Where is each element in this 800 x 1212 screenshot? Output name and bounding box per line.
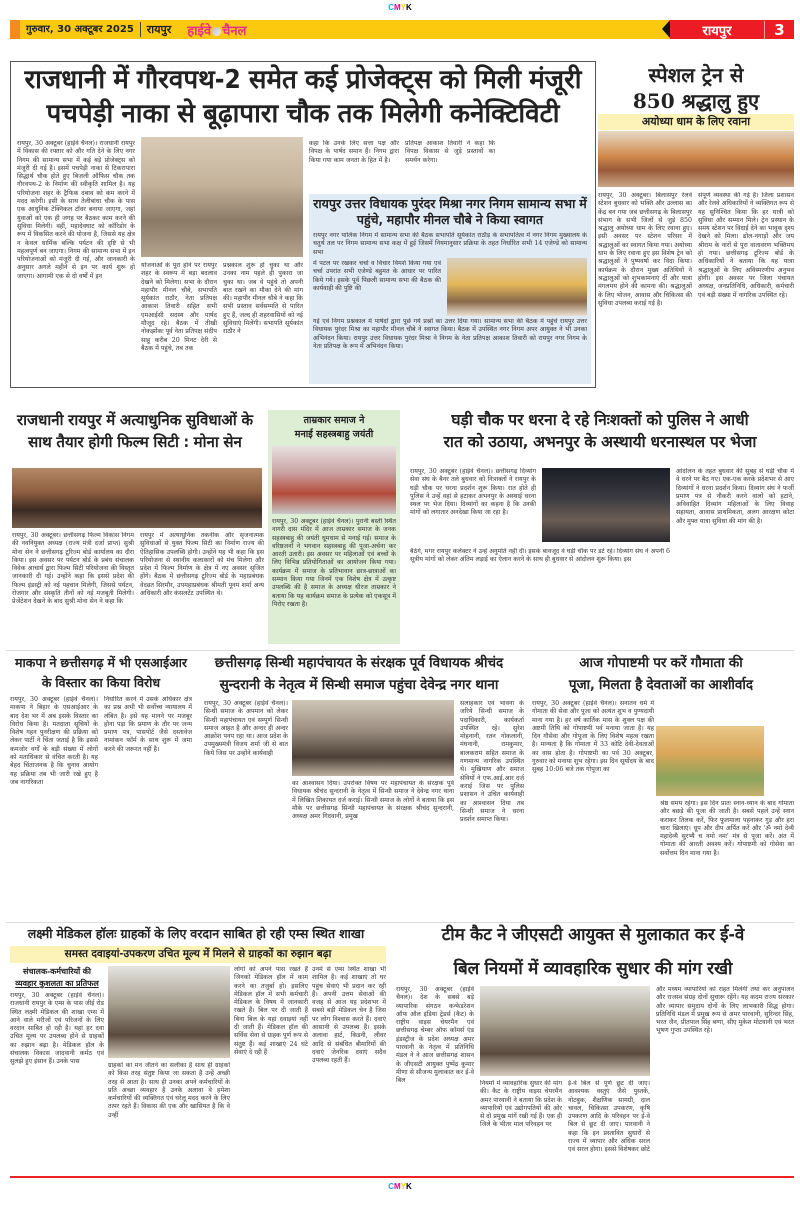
cmyk-y: Y [400,3,406,12]
medical-subhead: समस्त दवाइयां-उपकरण उचित मूल्य में मिलने से ग्राहकों का रुझान बढ़ा [64,948,332,960]
mla-sidebar-text-top: रायपुर नगर पालिक निगम में सामान्य सभा की बैठक सभापति सूर्यकांत राठौड़ के सभापतित्व में नगर निगम मुख्यालय के चतुर्थ तल पर निगम सामान्य सभा कक्ष में हुई जिसमें नियमानुसार प्रक्रिया के तहत निर्धारित सभी 14 एजेण्डे को सामान्य सभा [313,232,587,256]
train-col-2: संपूर्ण व्यवस्था की गई है। जिला प्रशासन और रेलवे अधिकारियों ने व्यक्तिगत रूप से यह सुनिश्चित किया कि हर यात्री को सुविधा और सम्मान मिले। ट्रेन प्रस्थान के समय स्टेशन पर विदाई देने का भावुक दृश्य देखने को मिला। ढोल-नगाड़ों और जय श्रीराम के नारों से पूरा वातावरण भक्तिमय हो गया। छत्तीसगढ़ टूरिज्म बोर्ड के अधिकारियों ने बताया कि यह यात्रा श्रद्धालुओं के लिए अविस्मरणीय अनुभव होगी। इस अवसर पर जिला पंचायत अध्यक्ष, जनप्रतिनिधि, अधिकारी, कर्मचारी एवं बड़ी संख्या में नागरिक उपस्थित रहे। [698,192,794,299]
tamrakar-story [268,410,400,644]
medical-col-4: उनमें से एम्स स्थित शाखा भी शामिल है। कई शाखाएं तो घर पहुंच सेवाएं भी प्रदान कर रही हैं। अपनी उत्तम सेवाओं की वजह से आज यह प्रदेशभर में सबसे बड़ी मेडिकल चेन है जिस पर लोग विश्वास करते हैं। दवाएं आसानी से उपलब्ध हैं। इसके अलावा हार्ट, किडनी, लीवर आदि से संबंधित बीमारियों की दवाएं जेनरिक दवाएं सदैव उपलब्ध रहती हैं। [312,966,386,1065]
sindhi-col-2: का आश्वासन दिया। उपरोक्त विषय पर महापंचायत के संरक्षक पूर्व विधायक श्रीचंद सुन्दरानी के नेतृत्व में सिन्धी समाज ने देवेन्द्र नगर थाना में लिखित शिकायत दर्ज कराई। सिन्धी समाज के लोगों ने बताया कि इस मौके पर छत्तीसगढ़ सिन्धी महापंचायत के संरक्षक श्रीचंद सुन्दरानी, अध्यक्ष अमर गिदवानी, प्रमुख [292,780,454,821]
chevron-left-icon [662,20,670,38]
train-headline-1: स्पेशल ट्रेन से [648,63,744,87]
cait-delegation-photo [480,986,650,1076]
sindhi-col-3: सलाहकार एवं भावना के जरिये सिन्धी समाज के पदाधिकारी, कार्यकर्ता उपस्थित रहे। सुरेश मोहनानी, रतन गोकलानी, मंघनानी, रामकुमार, बालकराम सहित समाज के गणमान्य नागरिक उपस्थित थे। मुखियाण और समाज सेवियों ने एफ.आई.आर दर्ज कराई जिस पर पुलिस प्रशासन ने उचित कार्यवाही का आश्वासन दिया तब सिन्धी समाज ने धरना प्रदर्शन समाप्त किया। [460,700,524,824]
police-col-2: बैठेंगे, मगर रायपुर कलेक्टर ने उन्हें अनुमति नहीं दी। इसके बावजूद वे घड़ी चौक पर डटे रहे। दिव्यांग संघ ने अपनी 6 सूत्रीय मांगों को लेकर अंतिम लड़ाई का ऐलान करने के साथ ही बुधवार से आंदोलन शुरू किया। इस [410,548,670,564]
gopashtami-headline-2: पूजा, मिलता है देवताओं का आशीर्वाद [568,677,754,693]
masthead [10,20,794,39]
protest-night-photo [542,468,670,542]
train-col-1: रायपुर, 30 अक्टूबर। बिलासपुर रेलवे स्टेशन बुधवार को भक्ति और उल्लास का केंद्र बन गया जब छत्तीसगढ़ के बिलासपुर संभाग के सभी जिलों से जुड़े 850 श्रद्धालु अयोध्या धाम के लिए रवाना हुए। इसी अवसर पर स्टेशन परिसर में श्रद्धालुओं का स्वागत किया गया। अयोध्या धाम के लिए रवाना हुए इस विशेष ट्रेन को श्रद्धालुओं ने पुष्पवर्षा कर विदा किया। कार्यक्रम के दौरान मुख्य अतिथियों ने श्रद्धालुओं को शुभकामनाएं दीं और यात्रा मंगलमय होने की कामना की। श्रद्धालुओं के लिए भोजन, आवास और चिकित्सा की सुविधा उपलब्ध कराई गई है। [598,192,692,307]
tamrakar-text: रायपुर, 30 अक्टूबर (हाईवे चैनल)। पुरानी बस्ती स्थित नागरी दास मंदिर में आज ताम्रकार समाज के जनक सहस्त्रबाहु की जयंती धूमधाम से मनाई गई। समाज के वरिष्ठजनों ने भगवान सहस्त्रबाहु की पूजा-अर्चना कर आरती उतारी। इस अवसर पर महिलाओं एवं बच्चों के लिए विभिन्न प्रतियोगिताओं का आयोजन किया गया। कार्यक्रम में समाज के प्रतिभावान छात्र-छात्राओं का सम्मान किया गया जिनमें एक विशेष क्षेत्र में उत्कृष्ट उपलब्धि की है समाज के अध्यक्ष धीरज ताम्रकार ने बताया कि यह कार्यक्रम समाज के प्रत्येक को एकसूत्र में पिरोए रखता है। [272,518,396,608]
film-city-headline-1: राजधानी रायपुर में अत्याधुनिक सुविधाओं के [17,411,253,429]
police-col-1: रायपुर, 30 अक्टूबर (हाईवे चैनल)। छत्तीसगढ़ दिव्यांग सेवा संघ के बैनर तले बुधवार को निःशक्तों ने रायपुर के घड़ी चौक पर धरना प्रदर्शन शुरू किया। रात होते ही पुलिस ने उन्हें वहां से हटाकर अभनपुर के अस्थाई धरना स्थल पर भेज दिया। दिव्यांगों का कहना है कि उनकी मांगों को लगातार अनदेखा किया जा रहा है। [410,468,536,517]
lead-subheadline: पचपेड़ी नाका से बूढ़ापारा चौक तक मिलेगी कनेक्टिविटी [46,99,560,129]
cpm-headline-1: माकपा ने छत्तीसगढ़ में भी एसआईआर [15,655,187,670]
section-banner [670,20,794,39]
police-headline-1: घड़ी चौक पर धरना दे रहे निःशक्तों को पुलिस ने आधी [451,411,749,429]
film-meeting-photo [12,468,262,528]
footer-rule [10,1176,794,1178]
issue-date: गुरुवार, 30 अक्टूबर 2025 [20,22,141,37]
brand-logo [187,21,246,39]
sindhi-headline-1: छत्तीसगढ़ सिन्धी महापंचायत के संरक्षक पूर्व विधायक श्रीचंद [214,655,504,671]
masthead-edge [10,20,20,39]
cmyk-m: M [393,3,401,12]
lead-col-1: रायपुर, 30 अक्टूबर (हाईवे चैनल)। राजधानी रायपुर में विकास की रफ्तार को और गति देने के लिए नगर निगम की सामान्य सभा में कई बड़े प्रोजेक्ट्स को मंजूरी दी गई है। इसमें पचपेड़ी नाका से टिकरापारा सिद्धार्थ चौक होते हुए बिजली ऑफिस चौक तक गौरवपथ-2 के निर्माण की स्वीकृति शामिल है। यह परियोजना शहर के ट्रैफिक दबाव को कम करने में मदद करेगी। इसी के साथ तेलीबांधा चौक के पास एक आधुनिक टेक्निकल टॉवर बनाया जाएगा, जहां युवाओं को एक ही जगह पर बैठकर काम करने की सुविधा मिलेगी। वहीं, महादेवघाट को कॉरिडोर के रूप में विकसित करने की योजना है, जिससे यह क्षेत्र न केवल धार्मिक बल्कि पर्यटन की दृष्टि से भी महत्वपूर्ण बन जाएगा। निगम की सामान्य सभा में इन परियोजनाओं को मंजूरी दी गई, और जानकारी के अनुसार अगले महीने से इन पर कार्य शुरू हो जाएगा। आगामी एक से दो वर्षों में इन [17,140,135,280]
cmyk-c: C [388,3,394,12]
mayor-photo [447,258,587,316]
cmyk-k: K [406,1182,412,1191]
sindhi-col-1: रायपुर, 30 अक्टूबर (हाईवे चैनल)। सिन्धी समाज के अपमान को लेकर सिन्धी महापंचायत एवं सम्पूर्ण सिन्धी समाज आहत है और अन्दर ही अन्दर आक्रोश पनप रहा था। आज प्रदेश के उपमुख्यमंत्री विजय शर्मा जी से बात किये जिस पर उन्होंने कार्यवाही [204,700,288,757]
tamrakar-headline-1: ताम्रकार समाज ने [303,415,365,426]
cmyk-c: C [388,1182,394,1191]
gopashtami-col-2: श्रेष्ठ समय रहेगा। इस दिन प्रातः स्नान-ध्यान के बाद गोमाता और बछड़े की पूजा की जाती है। सबसे पहले उन्हें स्नान कराकर तिलक करें, फिर फूलमाला पहनाकर गुड़ और हरा चारा खिलाएं। धूप और दीप अर्पित करें और 'ॐ नमो देव्यै महादेव्यै सुरभ्यै च नमो नमः' मंत्र से पूजा करें। अंत में गोमाता की आरती अवश्य करें। गोपाष्टमी को गोसेवा का सर्वोत्तम दिन माना गया है। [660,800,794,857]
tamrakar-headline-2: मनाई सहस्त्रबाहु जयंती [294,429,374,440]
cait-col-3: ई-वे बिल से पूर्ण छूट दी जाए। आवश्यक वस्तुएं जैसे पुस्तकें, नोटबुक, शैक्षणिक सामग्री, दाल चावल, चिकित्सा उपकरण, कृषि उपकरण आदि के परिवहन पर ई-वे बिल से छूट दी जाए। पारवानी ने कहा कि इन प्रस्तावित सुधारों से राज्य में व्यापार और अधिक सरल एवं सरल होगा। इससे विशेषकर छोटे [568,1080,650,1154]
film-city-col-1: रायपुर, 30 अक्टूबर। छत्तीसगढ़ फिल्म विकास निगम की नवनियुक्त अध्यक्ष (राज्य मंत्री दर्जा प्राप्त) सुश्री मोना सेन ने छत्तीसगढ़ टूरिज्म बोर्ड कार्यालय का दौरा किया। इस अवसर पर पर्यटन बोर्ड के प्रबंध संचालक विवेक आचार्य द्वारा फिल्म सिटी परियोजना की विस्तृत जानकारी दी गई। उन्होंने कहा कि इससे प्रदेश की फिल्म इंडस्ट्री को नई पहचान मिलेगी, जिससे पर्यटन, रोजगार और संस्कृति तीनों को नई मजबूती मिलेगी। प्रेजेंटेशन देखने के बाद सुश्री मोना सेन ने कहा कि [12,532,134,606]
lead-headline: राजधानी में गौरवपथ-2 समेत कई प्रोजेक्ट्स को मिली मंजूरी [24,65,582,95]
medical-subhead-bar [10,946,386,963]
mla-sidebar-text-bottom: गई एवं निगम प्रश्नकाल में पार्षदों द्वारा पूछे गये प्रश्नों का उत्तर दिया गया। सामान्य सभा की बैठक में पहुंचे रायपुर उत्तर विधायक पुरंदर मिश्रा का महापौर मीनल चौबे ने स्वागत किया। बैठक में उपस्थित नगर निगम अपर आयुक्त ने भी उनका अभिनंदन किया। रायपुर उत्तर विधायक पुरंदर मिश्रा ने निगम के नेता प्रतिपक्ष आकाश तिवारी को रायपुर नगर निगम के नेता प्रतिपक्ष के रूप में अभिनंदन किया। [313,318,587,350]
brand-name-tail: चैनल [222,23,247,39]
lead-col-5: प्रतिपक्ष आकाश तिवारी ने कहा कि विपक्ष विकास से जुड़े प्रस्तावों का समर्थन करेगा। [405,140,495,164]
cait-headline-1: टीम कैट ने जीएसटी आयुक्त से मुलाकात कर ई-वे [441,925,745,945]
gopashtami-headline-1: आज गोपाष्टमी पर करें गौमाता की [579,655,743,671]
section-divider-2 [6,922,794,923]
medical-staff-photo [108,966,230,1058]
cpm-headline-2: के विस्तार का किया विरोध [41,675,161,690]
mla-sidebar [309,194,591,384]
lead-col-3: प्रश्नकाल शुरू हो चुका था और उनका नाम पहले ही पुकारा जा चुका था। जब वे पहुंचे तो अपनी बात रखने का मौका देने की मांग की। महापौर मीनल चौबे ने कहा कि सभी प्रस्ताव सर्वसम्मति से पारित हुए हैं, जल्द ही शहरवासियों को नई सुविधाएं मिलेंगी। सभापति सूर्यकांत राठौर ने [223,262,303,336]
council-hall-photo [141,137,303,257]
police-headline-2: रात को उठाया, अभनपुर के अस्थायी धरनास्थल पर भेजा [443,433,757,451]
jayanti-event-photo [272,446,396,514]
lead-col-4: कहा कि उनके लिए सत्ता पक्ष और विपक्ष के पार्षद समान हैं। निगम द्वारा किया गया काम जनता के हित में है। [309,140,399,164]
gopashtami-col-1: रायपुर, 30 अक्टूबर (हाईवे चैनल)। सनातन धर्म में गोमाता की सेवा और पूजा को अत्यंत शुभ व पुण्यदायी माना गया है। हर वर्ष कार्तिक मास के शुक्ल पक्ष की अष्टमी तिथि को गोपाष्टमी पर्व मनाया जाता है। यह दिन गौसेवा और गोपूजा के लिए विशेष महत्व रखता है। मान्यता है कि गोमाता में 33 कोटि देवी-देवताओं का वास होता है। गोपाष्टमी का पर्व 30 अक्टूबर, गुरुवार को मनाया शुभ रहेगा। इस दिन सूर्योदय के बाद सुबह 10:06 बजे तक गोपूजा का [532,700,654,774]
medical-col-2: ग्राहकों का मन जीतने का सलीका है साथ ही ग्राहकों को किस तरह संतुष्ट किया जा सकता है उन्हें अच्छी तरह से आता है। साथ ही उनका अपने कर्मचारियों के प्रति अच्छा व्यवहार है उनके अलावा वे हमेशा कर्मचारियों की व्यक्तिगत एवं घरेलू मदद करने के लिए तत्पर रहते हैं। विकास की एक और खासियत है कि वे उन्हीं [108,1062,230,1119]
cait-headline-2: बिल नियमों में व्यावहारिक सुधार की मांग रखी [453,959,733,979]
train-subhead-bar [598,114,794,130]
lead-col-2: योजनाओं के पूरा होने पर रायपुर शहर के स्वरूप में बड़ा बदलाव देखने को मिलेगा। सभा के दौरान महापौर मीनल चौबे, सभापति सूर्यकांत राठौर, नेता प्रतिपक्ष आकाश तिवारी सहित सभी एमआईसी सदस्य और पार्षद मौजूद रहे। बैठक में तीखी नोकझोंकः पूर्व नेता प्रतिपक्ष संदीप साहू करीब 20 मिनट देरी से बैठक में पहुंचे, तब तक [141,262,217,352]
pilgrims-photo [598,131,794,187]
section-name: रायपुर [702,23,732,39]
lead-story [10,61,596,388]
mla-sidebar-text-left: में पटल पर रखकर चर्चा व विचार विमर्श किया गया एवं चर्चा उपरांत सभी एजेण्डे बहुमत के आधार पर पारित किये गये। इसके पूर्व पिछली सामान्य सभा की बैठक की कार्यवाही की पुष्टि की [313,260,441,292]
page-number: 3 [764,21,794,39]
medical-col-3: लोगों को अपने पास रखते हैं जिनको मेडिकल हॉल में काम करने का तजुर्बा हो। इसलिए मेडिकल हॉल में सभी कर्मचारी मेडिकल के विषय में जानकारी रखते हैं। बिल पर दी जाती हैं बिना बिल के यहां दवाइयां नहीं दी जाती हैं। मेडिकल हॉल की सर्विस सेवा से ग्राहक पूर्ण रूप से संतुष्ट हैं। कई शाखाएं 24 घंटे सेवाएं दे रही हैं [234,966,308,1056]
medical-headline: लक्ष्मी मेडिकल हॉलः ग्राहकों के लिए वरदान साबित हो रही एम्स स्थित शाखा [27,926,365,941]
train-subhead: अयोध्या धाम के लिए रवाना [641,115,751,128]
cmyk-m: M [393,1182,401,1191]
film-city-headline-2: साथ तैयार होगी फिल्म सिटी : मोना सेन [28,433,242,451]
cmyk-k: K [406,3,412,12]
cpm-col-1: रायपुर, 30 अक्टूबर (हाईवे चैनल)। माकपा ने बिहार के एसआईआर के बाद देश भर में अब इसके विस्तार का विरोध किया है। मतदाता सूचियों के विशेष गहन पुनरीक्षण की प्रक्रिया को लेकर पार्टी ने चिंता जताई है कि इससे कमजोर वर्गों के बड़ी संख्या में लोगों को मताधिकार से वंचित करती है। यह बेहद चिंताजनक है कि चुनाव आयोग यह प्रक्रिया तब भी जारी रखे हुए है जब नागरिकता [10,696,98,786]
cait-col-1: रायपुर, 30 अक्टूबर (हाईवे चैनल)। देश के सबसे बड़े व्यापारिक संगठन कन्फेडरेशन ऑफ ऑल इंडिया ट्रेडर्स (कैट) के राष्ट्रीय वाइस चेयरमैन एवं छत्तीसगढ़ चेम्बर ऑफ कॉमर्स एंड इंडस्ट्रीज के प्रदेश अध्यक्ष अमर पारवानी के नेतृत्व में प्रतिनिधि मंडल ने ने आज छत्तीसगढ़ शासन के जीएसटी आयुक्त पुष्पेंद्र कुमार मीणा से सौजन्य मुलाकात कर ई-वे बिल [396,986,474,1085]
film-city-col-2: रायपुर में अत्याधुनिक तकनीक और सृजनात्मक सुविधाओं से युक्त फिल्म सिटी का निर्माण राज्य की ऐतिहासिक उपलब्धि होगी। उन्होंने यह भी कहा कि इस परियोजना से स्थानीय कलाकारों को मंच मिलेगा और प्रदेश में फिल्म निर्माण के क्षेत्र में नए अवसर सृजित होंगे। बैठक में छत्तीसगढ़ टूरिज्म बोर्ड के महाप्रबंधक वेदव्रत सिरमौर, उपमहाप्रबंधक श्रीमती पूनम शर्मा अन्य अधिकारी और कंसलटेंट उपस्थित थे। [140,532,264,598]
medical-kicker-1: संचालक-कर्मचारियों की [23,967,91,976]
krishna-cows-photo [656,726,764,796]
cpm-col-2: निर्धारित करने में उसके अधिकार क्षेत्र का प्रश्न अभी भी सर्वोच्च न्यायालय में लंबित है। इसे यह मानने पर मजबूर होना पड़ा कि प्रमाण के तौर पर जन्म प्रमाण पत्र, पासपोर्ट जैसे दस्तावेज नामांकन फॉर्म के साथ शुरू में जमा करने की जरूरत नहीं है। [104,696,192,753]
cait-col-2: नियमों में व्यावहारिक सुधार की मांग की। कैट के राष्ट्रीय वाइस चेयरमैन अमर पारवानी ने बताया कि प्रदेश के व्यापारियों एवं उद्योगपतियों की ओर से दो प्रमुख मांगें रखी गई हैं। एक ही जिले के भीतर माल परिवहन पर [480,1080,562,1129]
medical-col-1: रायपुर, 30 अक्टूबर (हाईवे चैनल)। राजधानी रायपुर के एम्स के पास जीई रोड स्थित लक्ष्मी मेडिकल की शाखा एम्स में आने वाले मरीजों एवं परिजनों के लिए वरदान साबित हो रही है। यहां हर दवा उचित मूल्य पर उपलब्ध होने से ग्राहकों का रुझान बढ़ा है। मेडिकल हॉल के संचालक विकास जादवानी कर्मठ एवं सुलझे हुए इंसान हैं। उनके पास [10,992,104,1066]
cmyk-y: Y [400,1182,406,1191]
cait-col-4: और मध्यम व्यापारियों को राहत मिलेगी तथा कर अनुपालन और राजस्व संग्रह दोनों सुचारू रहेंगे। यह कदम राज्य सरकार और व्यापार समुदाय दोनों के लिए लाभकारी सिद्ध होगा। प्रतिनिधि मंडल में प्रमुख रूप से अमर पारवानी, सुरिन्दर सिंह, भरत जैन, प्रीतपाल सिंह बग्गा, सीए मुकेश मोटवानी एवं भरत भूषण गुप्ता उपस्थित रहे। [656,986,794,1035]
police-col-3: आंदोलन के तहत बुधवार की सुबह से घड़ी चौक में वे धरने पर बैठ गए। एक-एक करके प्रदेशभर से आए दिव्यांगों ने धरना प्रदर्शन किया। दिव्यांग संघ ने फर्जी प्रमाण पत्र से नौकरी करने वालों को हटाने, अविवाहित दिव्यांग महिलाओं के लिए विवाह सहायता, आवास प्राथमिकता, अलग आरक्षण कोटा और मुफ्त यात्रा सुविधा की मांग की है। [676,468,794,525]
cmyk-print-mark [0,3,800,12]
train-headline-2: 850 श्रद्धालु हुए [632,89,760,113]
brand-name: हाईवे [187,23,212,39]
swoosh-icon [212,27,221,36]
edition-city: रायपुर [146,23,172,36]
cmyk-print-mark-bottom [0,1182,800,1191]
sindhi-delegation-photo [292,700,454,776]
mla-sidebar-headline: रायपुर उत्तर विधायक पुरंदर मिश्रा नगर निगम सामान्य सभा में पहुंचे, महापौर मीनल चौबे ने किया स्वागत [313,196,587,227]
section-divider [6,650,794,651]
sindhi-headline-2: सुन्दरानी के नेतृत्व में सिन्धी समाज पहुंचा देवेन्द्र नगर थाना [219,677,499,693]
medical-kicker-2: व्यवहार कुशलता का प्रतिफल [15,979,99,988]
